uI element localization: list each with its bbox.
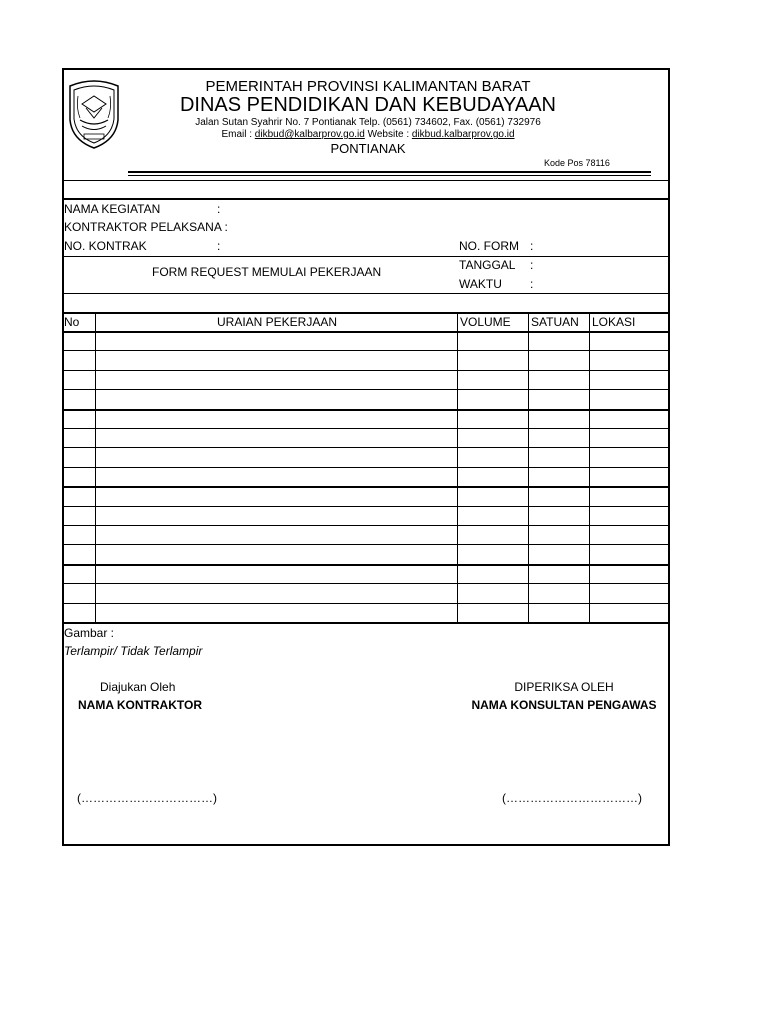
table-row [63, 603, 669, 604]
label-tanggal: TANGGAL [459, 258, 516, 272]
table-column-line [95, 313, 96, 623]
col-header-no: No [64, 315, 80, 329]
col-header-lokasi: LOKASI [592, 315, 636, 329]
table-row [63, 409, 669, 411]
email-link[interactable]: dikbud@kalbarprov.go.id [254, 129, 365, 140]
table-column-line [457, 313, 458, 623]
table-row [63, 486, 669, 488]
col-header-satuan: SATUAN [531, 315, 579, 329]
form-title: FORM REQUEST MEMULAI PEKERJAAN [152, 265, 382, 279]
signature-left: (……………………………) [77, 791, 217, 805]
table-row [63, 447, 669, 448]
label-waktu: WAKTU [459, 277, 502, 291]
table-column-line [589, 313, 590, 623]
divider [63, 256, 669, 257]
header-address: Jalan Sutan Syahrir No. 7 Pontianak Telp. (0561) 734602, Fax. (0561) 732976 [195, 117, 541, 128]
email-prefix: Email : [221, 129, 255, 140]
divider [63, 180, 669, 181]
table-row [63, 389, 669, 390]
colon: : [217, 239, 221, 253]
header-rule-thin [128, 175, 651, 176]
table-top-rule [63, 312, 669, 314]
table-row [63, 583, 669, 584]
table-row [63, 544, 669, 545]
label-kontraktor: KONTRAKTOR PELAKSANA : [64, 220, 228, 234]
signature-right: (……………………………) [502, 791, 642, 805]
name-kontraktor: NAMA KONTRAKTOR [78, 698, 202, 712]
label-gambar: Gambar : [64, 626, 115, 640]
table-row [63, 506, 669, 507]
table-bottom-rule [63, 622, 669, 624]
provincial-emblem-logo [64, 78, 124, 152]
table-row [63, 564, 669, 566]
attachment-status: Terlampir/ Tidak Terlampir [64, 644, 203, 658]
table-row [63, 428, 669, 429]
table-row [63, 350, 669, 351]
header-rule [128, 171, 651, 173]
colon: : [217, 202, 221, 216]
header-contact [128, 129, 608, 140]
header-department: DINAS PENDIDIKAN DAN KEBUDAYAAN [179, 94, 556, 116]
header-city: PONTIANAK [330, 141, 406, 156]
table-row [63, 467, 669, 468]
colon: : [530, 239, 534, 253]
postal-code: Kode Pos 78116 [544, 158, 610, 168]
header-province: PEMERINTAH PROVINSI KALIMANTAN BARAT [205, 78, 531, 95]
col-header-uraian: URAIAN PEKERJAAN [216, 315, 338, 329]
table-column-line [528, 313, 529, 623]
label-no-kontrak: NO. KONTRAK [64, 239, 147, 253]
table-row [63, 331, 669, 333]
label-no-form: NO. FORM [459, 239, 519, 253]
label-nama-kegiatan: NAMA KEGIATAN [64, 202, 161, 216]
website-link[interactable]: dikbud.kalbarprov.go.id [411, 129, 515, 140]
colon: : [530, 258, 534, 272]
website-prefix: Website : [364, 129, 412, 140]
table-row [63, 525, 669, 526]
form-sheet [62, 68, 670, 846]
label-diajukan: Diajukan Oleh [100, 680, 176, 694]
col-header-volume: VOLUME [460, 315, 511, 329]
table-row [63, 370, 669, 371]
divider [63, 198, 669, 200]
colon: : [530, 277, 534, 291]
label-diperiksa: DIPERIKSA OLEH [514, 680, 614, 694]
divider [63, 293, 669, 294]
name-konsultan: NAMA KONSULTAN PENGAWAS [471, 698, 657, 712]
